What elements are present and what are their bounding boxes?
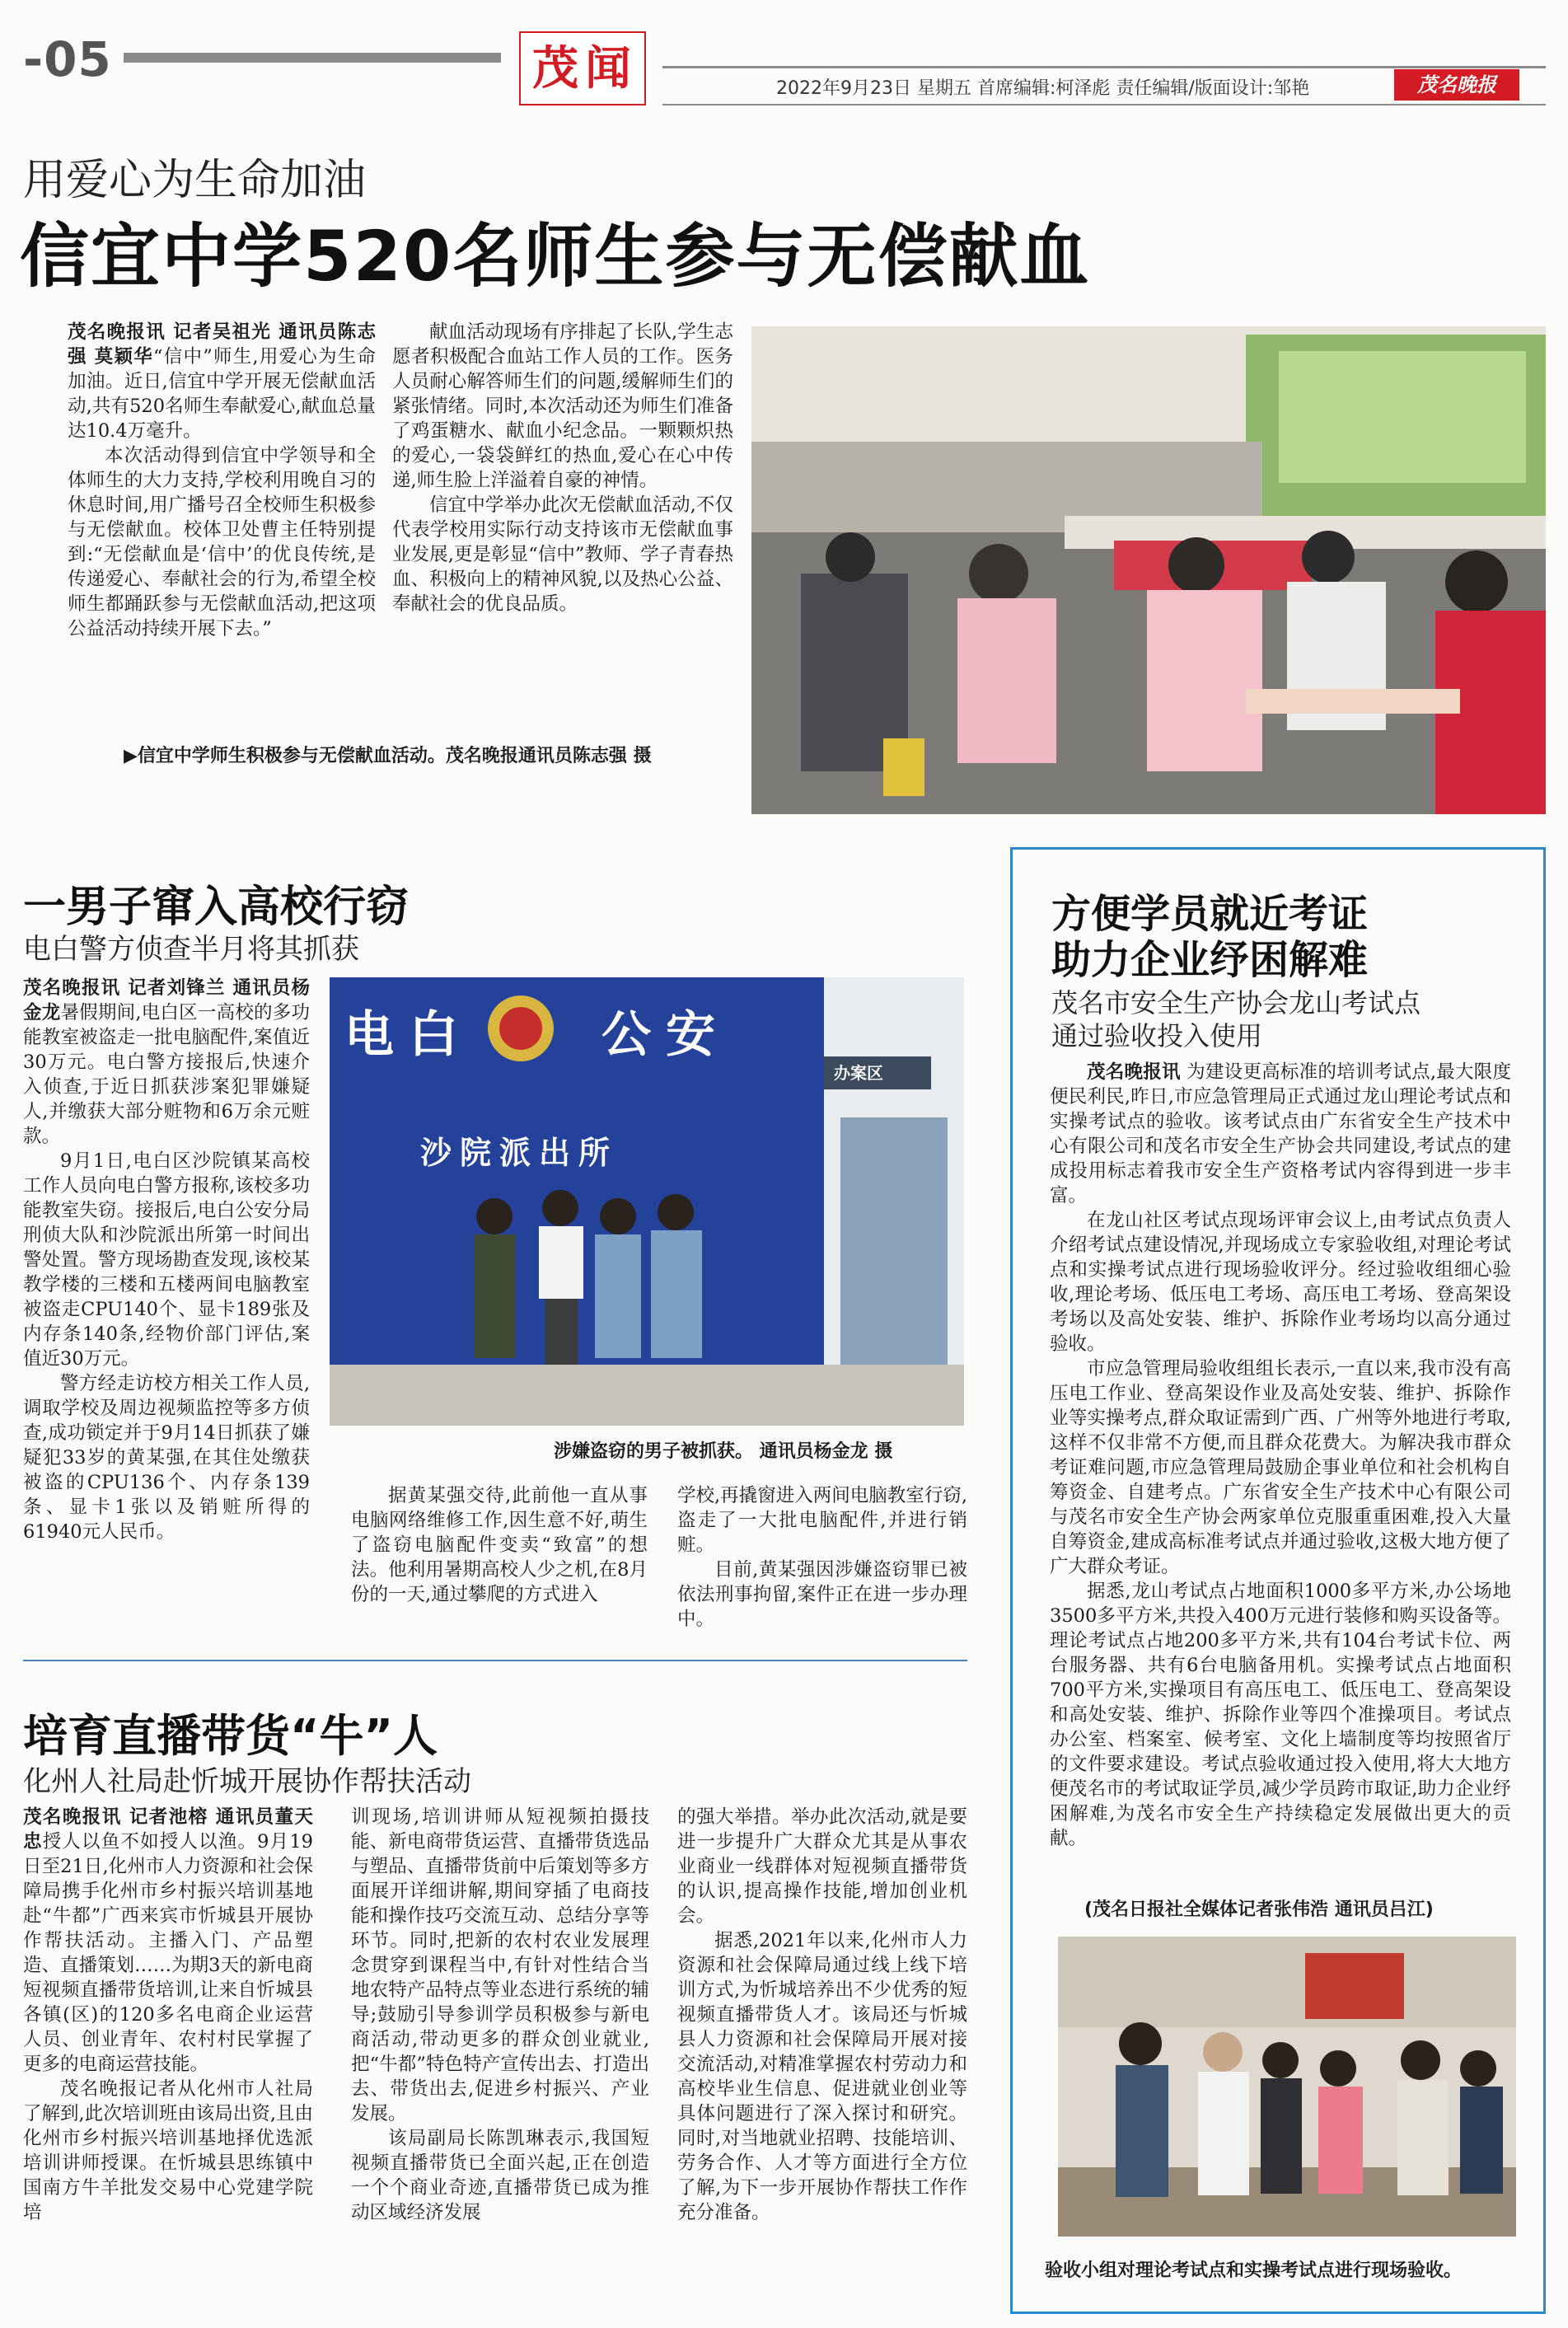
story4-col2: 训现场,培训讲师从短视频拍摄技能、新电商带货运营、直播带货选品与塑品、直播带货前中后策划等多方面展开详细讲解,期间穿插了电商技能和操作技巧交流互动、总结分享等环节。同时,把新的农村农业发展理念贯穿到课程当中,有针对性结合当地农特产品特点等业态进行系统的辅导;鼓励引导参训学员积极参与新电商活动,带动更多的群众创业就业,把“牛都”特色特产宣传出去、打造出去、带货出去,促进乡村振兴、产业发展。 该局副局长陈凯琳表示,我国短视频直播带货已全面兴起,正在创造一个个商业奇迹,直播带货已成为推动区域经济发展 <box>351 1806 649 2223</box>
photo-sign-office: 办案区 <box>834 1063 883 1083</box>
photo-sign-station: 沙院派出所 <box>420 1135 619 1171</box>
story2-subhead: 电白警方侦查半月将其抓获 <box>23 933 359 966</box>
story3-headline2: 助力企业纾困解难 <box>1051 937 1369 983</box>
dateline: 2022年9月23日 星期五 首席编辑:柯泽彪 责任编辑/版面设计:邹艳 <box>776 78 1310 99</box>
photo-sign-dianbai: 电白 <box>344 1006 473 1064</box>
masthead-rule-left <box>124 53 501 63</box>
story3-subhead2: 通过验收投入使用 <box>1051 1020 1263 1052</box>
story1-col2: 献血活动现场有序排起了长队,学生志愿者积极配合血站工作人员的工作。医务人员耐心解答师生们的问题,缓解师生们的紧张情绪。同时,本次活动还为师生们准备了鸡蛋糖水、献血小纪念品。一颗颗炽热的爱心,一袋袋鲜红的热血,爱心在心中传递,师生脸上洋溢着自豪的神情。 信宜中学举办此次无偿献血活动,不仅代表学校用实际行动支持该市无偿献血事业发展,更是彰显“信中”教师、学子青春热血、积极向上的精神风貌,以及热心公益、奉献社会的优良品质。 <box>392 321 733 615</box>
story2-headline: 一男子窜入高校行窃 <box>23 883 410 932</box>
story3-photo-caption: 验收小组对理论考试点和实操考试点进行现场验收。 <box>1045 2260 1463 2281</box>
paper-logo: 茂名晚报 <box>1394 69 1519 101</box>
masthead-rule-right <box>662 66 1546 68</box>
story3-byline: (茂名日报社全媒体记者张伟浩 通讯员吕江) <box>1084 1899 1434 1920</box>
story3-headline: 方便学员就近考证 <box>1051 891 1369 937</box>
story3-subhead1: 茂名市安全生产协会龙山考试点 <box>1051 987 1421 1019</box>
story1-photo-caption: ▶信宜中学师生积极参与无偿献血活动。茂名晚报通讯员陈志强 摄 <box>124 746 652 766</box>
masthead-underline <box>662 104 1546 105</box>
blood-donation-photo <box>751 326 1546 814</box>
page-number: -05 <box>23 31 112 87</box>
story4-headline: 培育直播带货“牛”人 <box>23 1710 438 1762</box>
story4-col1: 茂名晚报讯 记者池榕 通讯员董天忠授人以鱼不如授人以渔。9月19日至21日,化州市人力资源和社会保障局携手化州市乡村振兴培训基地赴“牛都”广西来宾市忻城县开展协作帮扶活动。主播入门、产品塑造、直播策划……为期3天的新电商短视频直播带货培训,让来自忻城县各镇(区)的120多名电商企业运营人员、创业青年、农村村民掌握了更多的电商运营技能。 茂名晚报记者从化州市人社局了解到,此次培训班由该局出资,且由化州市乡村振兴培训基地择优选派培训讲师授课。在忻城县思练镇中国南方牛羊批发交易中心党建学院培 <box>23 1806 313 2223</box>
photo-sign-gongan: 公安 <box>601 1006 730 1064</box>
story4-col3: 的强大举措。举办此次活动,就是要进一步提升广大群众尤其是从事农业商业一线群体对短视频直播带货的认识,提高操作技能,增加创业机会。 据悉,2021年以来,化州市人力资源和社会保障局通过线上线下培训方式,为忻城培养出不少优秀的短视频直播带货人才。该局还与忻城县人力资源和社会保障局开展对接交流活动,对精准掌握农村劳动力和高校毕业生信息、促进就业创业等具体问题进行了深入探讨和研究。同时,对当地就业招聘、技能培训、劳务合作、人才等方面进行全方位了解,为下一步开展协作帮扶工作作充分准备。 <box>677 1806 967 2223</box>
story3-body: 茂名晚报讯 为建设更高标准的培训考试点,最大限度便民利民,昨日,市应急管理局正式通过龙山理论考试点和实操考试点的验收。该考试点由广东省安全生产技术中心有限公司和茂名市安全生产协会共同建设,考试点的建成投用标志着我市安全生产资格考试内容得到进一步丰富。 在龙山社区考试点现场评审会议上,由考试点负责人介绍考试点建设情况,并现场成立专家验收组,对理论考试点和实操考试点进行现场验收评分。经过验收组细心验收,理论考场、低压电工考场、高压电工考场、登高架设考场以及高处安装、维护、拆除作业考场均以高分通过验收。 市应急管理局验收组组长表示,一直以来,我市没有高压电工作业、登高架设作业及高处安装、维护、拆除作业等实操考点,群众取证需到广西、广州等外地进行考取,这样不仅非常不方便,而且群众花费大。为解决我市群众考证难问题,市应急管理局鼓励企事业单位和社会机构自筹资金、自建考点。广东省安全生产技术中心有限公司与茂名市安全生产协会两家单位克服重重困难,投入大量自筹资金,建成高标准考试点并通过验收,这极大地方便了广大群众考证。 据悉,龙山考试点占地面积1000多平方米,办公场地3500多平方米,共投入400万元进行装修和购买设备等。理论考试点占地200多平方米,共有104台考试卡位、两台服务器、共有6台电脑备用机。实操考试点占地面积700平方米,实操项目有高压电工、低压电工、登高架设和高处安装、维护、拆除作业等四个准操项目。考试点办公室、档案室、候考室、文化上墙制度等均按照省厅的文件要求建设。考试点验收通过投入使用,将大大地方便茂名市的考试取证学员,减少学员跨市取证,助力企业纾困解难,为茂名市安全生产持续稳定发展做出更大的贡献。 <box>1050 1061 1511 1849</box>
arrest-photo <box>330 977 964 1426</box>
section-title: 茂闻 <box>519 31 646 105</box>
story1-headline: 信宜中学520名师生参与无偿献血 <box>20 216 1091 297</box>
inspection-photo <box>1058 1937 1516 2237</box>
story2-col3: 学校,再撬窗进入两间电脑教室行窃,盗走了一大批电脑配件,并进行销赃。 目前,黄某强因涉嫌盗窃罪已被依法刑事拘留,案件正在进一步办理中。 <box>677 1485 967 1630</box>
story-divider <box>23 1660 967 1661</box>
story1-kicker: 用爱心为生命加油 <box>23 156 367 205</box>
story1-col1: 茂名晚报讯 记者吴祖光 通讯员陈志强 莫颖华“信中”师生,用爱心为生命加油。近日,信宜中学开展无偿献血活动,共有520名师生奉献爱心,献血总量达10.4万毫升。 本次活动得到信宜中学领导和全体师生的大力支持,学校利用晚自习的休息时间,用广播号召全校师生积极参与无偿献血。校体卫处曹主任特别提到:“无偿献血是‘信中’的优良传统,是传递爱心、奉献社会的行为,希望全校师生都踊跃参与无偿献血活动,把这项公益活动持续开展下去。” <box>68 321 376 639</box>
story2-photo-caption: 涉嫌盗窃的男子被抓获。 通讯员杨金龙 摄 <box>554 1441 893 1462</box>
story4-subhead: 化州人社局赴忻城开展协作帮扶活动 <box>23 1765 471 1798</box>
story2-col1: 茂名晚报讯 记者刘锋兰 通讯员杨金龙暑假期间,电白区一高校的多功能教室被盗走一批电脑配件,案值近30万元。电白警方接报后,快速介入侦查,于近日抓获涉案犯罪嫌疑人,并缴获大部分赃物和6万余元赃款。 9月1日,电白区沙院镇某高校工作人员向电白警方报称,该校多功能教室失窃。接报后,电白公安分局刑侦大队和沙院派出所第一时间出警处置。警方现场勘查发现,该校某教学楼的三楼和五楼两间电脑教室被盗走CPU140个、显卡189张及内存条140条,经物价部门评估,案值近30万元。 警方经走访校方相关工作人员,调取学校及周边视频监控等多方侦查,成功锁定并于9月14日抓获了嫌疑犯33岁的黄某强,在其住处缴获被盗的CPU136个、内存条139条、显卡1张以及销赃所得的61940元人民币。 <box>23 977 310 1543</box>
story2-col2: 据黄某强交待,此前他一直从事电脑网络维修工作,因生意不好,萌生了盗窃电脑配件变卖“致富”的想法。他利用暑期高校人少之机,在8月份的一天,通过攀爬的方式进入 <box>351 1485 648 1605</box>
